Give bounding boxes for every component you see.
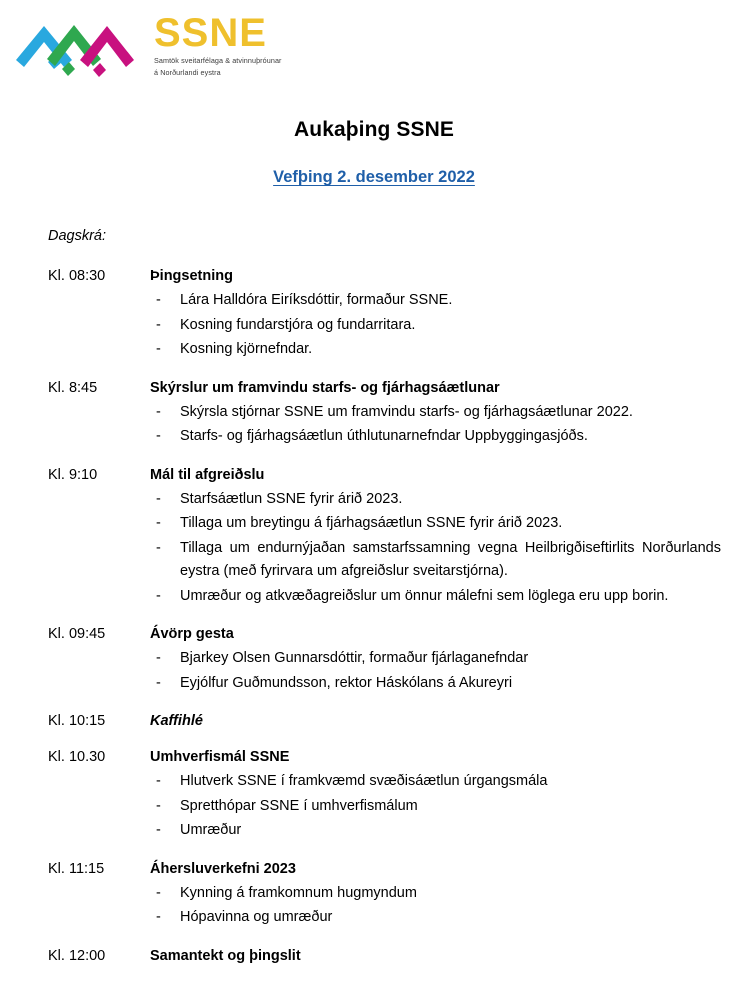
agenda-item-title: Ávörp gesta — [150, 626, 234, 642]
agenda-item-time: Kl. 12:00 — [48, 947, 106, 964]
ssne-mountains-logo-icon — [14, 14, 146, 78]
agenda-item-head — [48, 711, 722, 731]
agenda-section — [48, 228, 722, 982]
bullet-dash-icon: - — [156, 674, 161, 691]
agenda-bullet-text: Kosning kjörnefndar. — [180, 341, 313, 357]
bullet-dash-icon: - — [156, 403, 161, 420]
agenda-item — [48, 378, 722, 449]
agenda-bullet-text: Tillaga um endurnýjaðan samstarfssamning vegna Heilbrigðiseftirlits Norðurlands eystra (með fyrirvara um afgreiðslur sveitarstjórna). — [180, 539, 721, 579]
ssne-tagline-line1: Samtök sveitarfélaga & atvinnuþróunar — [154, 56, 282, 65]
agenda-bullet — [156, 882, 722, 906]
agenda-bullet-text: Eyjólfur Guðmundsson, rektor Háskólans á Akureyri — [180, 674, 513, 691]
agenda-bullet-text: Starfsáætlun SSNE fyrir árið 2023. — [180, 490, 403, 507]
bullet-dash-icon: - — [156, 490, 161, 507]
agenda-bullet-text: Hópavinna og umræður — [180, 909, 333, 925]
agenda-item-head — [48, 946, 722, 966]
agenda-item-time: Kl. 09:45 — [48, 626, 106, 642]
bullet-dash-icon: - — [156, 539, 161, 556]
agenda-item — [48, 859, 722, 930]
agenda-item — [48, 266, 722, 362]
agenda-item-title: Samantekt og þingslit — [150, 947, 301, 964]
agenda-bullet — [156, 795, 722, 819]
agenda-bullet-text: Umræður og atkvæðagreiðslur um önnur málefni sem löglega eru upp borin. — [180, 587, 669, 604]
agenda-item-bullets — [48, 401, 722, 449]
agenda-item — [48, 711, 722, 731]
bullet-dash-icon: - — [156, 822, 161, 838]
meeting-link[interactable]: Vefþing 2. desember 2022 — [273, 168, 475, 186]
agenda-item-bullets — [48, 647, 722, 695]
agenda-item-bullets — [48, 882, 722, 930]
agenda-bullet — [156, 585, 722, 609]
bullet-dash-icon: - — [156, 650, 161, 666]
agenda-item-time: Kl. 8:45 — [48, 379, 98, 396]
bullet-dash-icon: - — [156, 515, 161, 531]
agenda-bullet — [156, 314, 722, 338]
agenda-bullet-text: Lára Halldóra Eiríksdóttir, formaður SSNE. — [180, 292, 453, 308]
agenda-list — [48, 266, 722, 966]
agenda-bullet — [156, 906, 722, 930]
agenda-bullet — [156, 537, 722, 584]
agenda-item-title: Kaffihlé — [150, 713, 203, 729]
meeting-link-wrapper — [0, 168, 748, 187]
agenda-item — [48, 946, 722, 966]
ssne-logo — [14, 10, 310, 88]
bullet-dash-icon: - — [156, 909, 161, 925]
agenda-item-head — [48, 266, 722, 286]
bullet-dash-icon: - — [156, 316, 161, 333]
agenda-item-time: Kl. 10.30 — [48, 749, 106, 765]
agenda-bullet — [156, 488, 722, 512]
agenda-bullet-text: Kosning fundarstjóra og fundarritara. — [180, 316, 416, 333]
agenda-item-head — [48, 747, 722, 767]
agenda-bullet — [156, 425, 722, 449]
ssne-tagline-line2: á Norðurlandi eystra — [154, 67, 221, 77]
agenda-item-bullets — [48, 289, 722, 362]
agenda-label: Dagskrá: — [48, 228, 107, 244]
bullet-dash-icon: - — [156, 292, 161, 308]
agenda-bullet — [156, 338, 722, 362]
agenda-item-title: Mál til afgreiðslu — [150, 466, 265, 483]
agenda-item-time: Kl. 11:15 — [48, 860, 105, 877]
agenda-item-title: Þingsetning — [150, 268, 233, 284]
agenda-item — [48, 747, 722, 843]
agenda-item-head — [48, 624, 722, 644]
agenda-bullet — [156, 401, 722, 425]
ssne-wordmark-text: SSNE — [154, 11, 267, 55]
agenda-bullet — [156, 647, 722, 671]
ssne-wordmark — [154, 12, 310, 86]
agenda-bullet-text: Tillaga um breytingu á fjárhagsáætlun SSNE fyrir árið 2023. — [180, 515, 563, 531]
agenda-item-head — [48, 378, 722, 398]
bullet-dash-icon: - — [156, 797, 161, 814]
agenda-bullet-text: Bjarkey Olsen Gunnarsdóttir, formaður fjárlaganefndar — [180, 650, 529, 666]
bullet-dash-icon: - — [156, 587, 161, 604]
agenda-bullet — [156, 672, 722, 696]
agenda-item-title: Skýrslur um framvindu starfs- og fjárhagsáætlunar — [150, 379, 500, 396]
agenda-bullet — [156, 289, 722, 313]
agenda-item-head — [48, 465, 722, 485]
bullet-dash-icon: - — [156, 773, 161, 789]
agenda-bullet-text: Starfs- og fjárhagsáætlun úthlutunarnefndar Uppbyggingasjóðs. — [180, 428, 588, 444]
agenda-bullet-text: Skýrsla stjórnar SSNE um framvindu starfs- og fjárhagsáætlunar 2022. — [180, 403, 633, 420]
agenda-bullet — [156, 512, 722, 536]
agenda-item-title: Umhverfismál SSNE — [150, 749, 290, 765]
page-title: Aukaþing SSNE — [294, 118, 454, 141]
agenda-item-time: Kl. 9:10 — [48, 466, 98, 483]
agenda-item-bullets — [48, 488, 722, 609]
agenda-item-time: Kl. 08:30 — [48, 268, 106, 284]
agenda-bullet — [156, 770, 722, 794]
agenda-item-title: Áhersluverkefni 2023 — [150, 860, 296, 877]
bullet-dash-icon: - — [156, 884, 161, 901]
bullet-dash-icon: - — [156, 341, 161, 357]
agenda-bullet-text: Umræður — [180, 822, 242, 838]
agenda-item-head — [48, 859, 722, 879]
agenda-item-time: Kl. 10:15 — [48, 713, 106, 729]
agenda-bullet-text: Hlutverk SSNE í framkvæmd svæðisáætlun úrgangsmála — [180, 773, 548, 789]
bullet-dash-icon: - — [156, 428, 161, 444]
agenda-item — [48, 624, 722, 695]
agenda-bullet-text: Spretthópar SSNE í umhverfismálum — [180, 797, 418, 814]
agenda-item-bullets — [48, 770, 722, 843]
agenda-item — [48, 465, 722, 609]
agenda-bullet-text: Kynning á framkomnum hugmyndum — [180, 884, 417, 901]
agenda-bullet — [156, 819, 722, 843]
